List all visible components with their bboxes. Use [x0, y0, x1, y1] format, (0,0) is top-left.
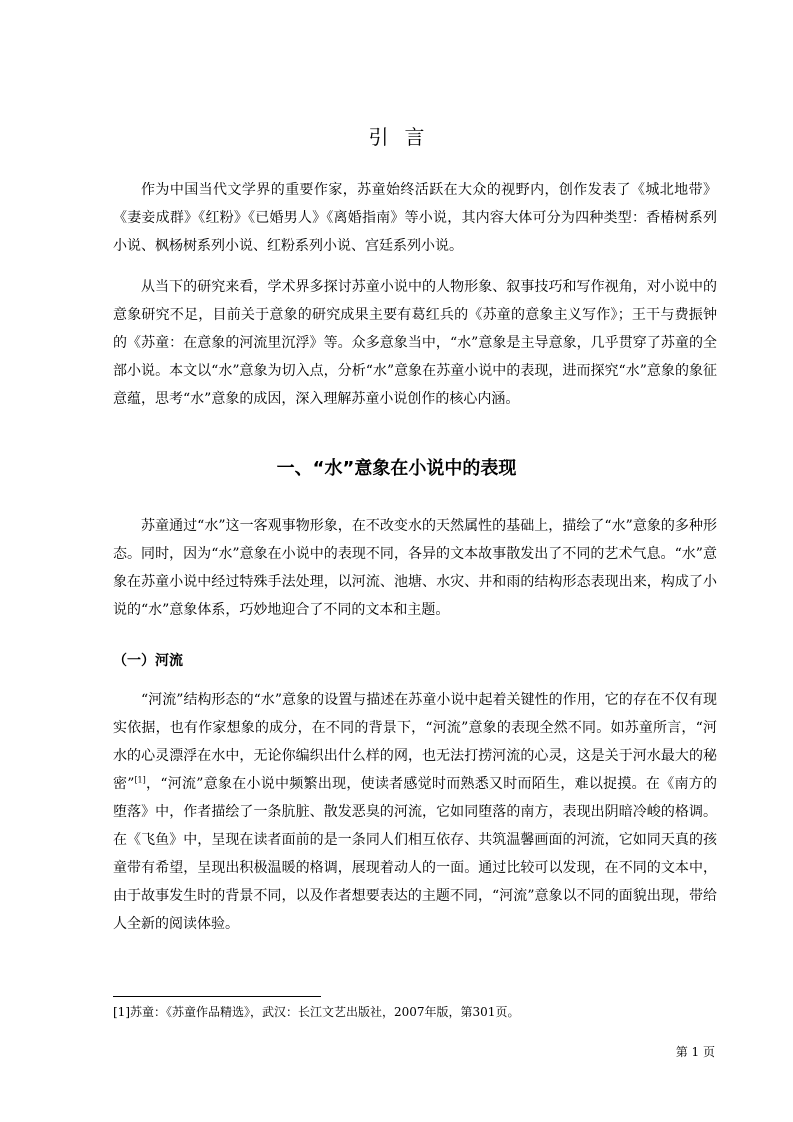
subsection-paragraph-part1: “河流”结构形态的“水”意象的设置与描述在苏童小说中起着关键性的作用，它的存在不仅有现实依据，也有作家想象的成分，在不同的背景下，“河流”意象的表现全然不同。如苏童所言，“河水的心灵漂浮在水中，无论你编织出什么样的网，也无法打捞河流的心灵，这是关于河水最大的秘密” [113, 692, 717, 792]
subsection-paragraph [113, 686, 717, 938]
page-title: 引言 [368, 125, 441, 149]
section-heading: 一、“水”意象在小说中的表现 [276, 458, 517, 479]
page-number: 第 1 页 [675, 1045, 715, 1059]
intro-paragraph-1: 作为中国当代文学界的重要作家，苏童始终活跃在大众的视野内，创作发表了《城北地带》《妻妾成群》《红粉》《已婚男人》《离婚指南》等小说，其内容大体可分为四种类型：香椿树系列小说、枫杨树系列小说、红粉系列小说、宫廷系列小说。 [113, 182, 717, 254]
intro-paragraph-2: 从当下的研究来看，学术界多探讨苏童小说中的人物形象、叙事技巧和写作视角，对小说中的意象研究不足，目前关于意象的研究成果主要有葛红兵的《苏童的意象主义写作》；王干与费振钟的《苏童：在意象的河流里沉浮》等。众多意象当中，“水”意象是主导意象，几乎贯穿了苏童的全部小说。本文以“水”意象为切入点，分析“水”意象在苏童小说中的表现，进而探究“水”意象的象征意蕴，思考“水”意象的成因，深入理解苏童小说创作的核心内涵。 [113, 279, 717, 407]
footnote: [1]苏童：《苏童作品精选》，武汉：长江文艺出版社，2007年版，第301页。 [113, 1005, 520, 1019]
footnote-divider [113, 996, 321, 997]
section-paragraph: 苏童通过“水”这一客观事物形象，在不改变水的天然属性的基础上，描绘了“水”意象的多种形态。同时，因为“水”意象在小说中的表现不同，各异的文本故事散发出了不同的艺术气息。“水”意象在苏童小说中经过特殊手法处理，以河流、池塘、水灾、井和雨的结构形态表现出来，构成了小说的“水”意象体系，巧妙地迎合了不同的文本和主题。 [113, 518, 717, 618]
subsection-paragraph-part2: ，“河流”意象在小说中频繁出现，使读者感觉时而熟悉又时而陌生，难以捉摸。在《南方的堕落》中，作者描绘了一条肮脏、散发恶臭的河流，它如同堕落的南方，表现出阴暗冷峻的格调。在《飞鱼》中，呈现在读者面前的是一条同人们相互依存、共筑温馨画面的河流，它如同天真的孩童带有希望，呈现出积极温暖的格调，展现着动人的一面。通过比较可以发现，在不同的文本中，由于故事发生时的背景不同，以及作者想要表达的主题不同，“河流”意象以不同的面貌出现，带给人全新的阅读体验。 [113, 776, 717, 932]
subsection-heading: （一）河流 [113, 653, 183, 669]
footnote-reference[interactable]: [1] [134, 775, 146, 785]
